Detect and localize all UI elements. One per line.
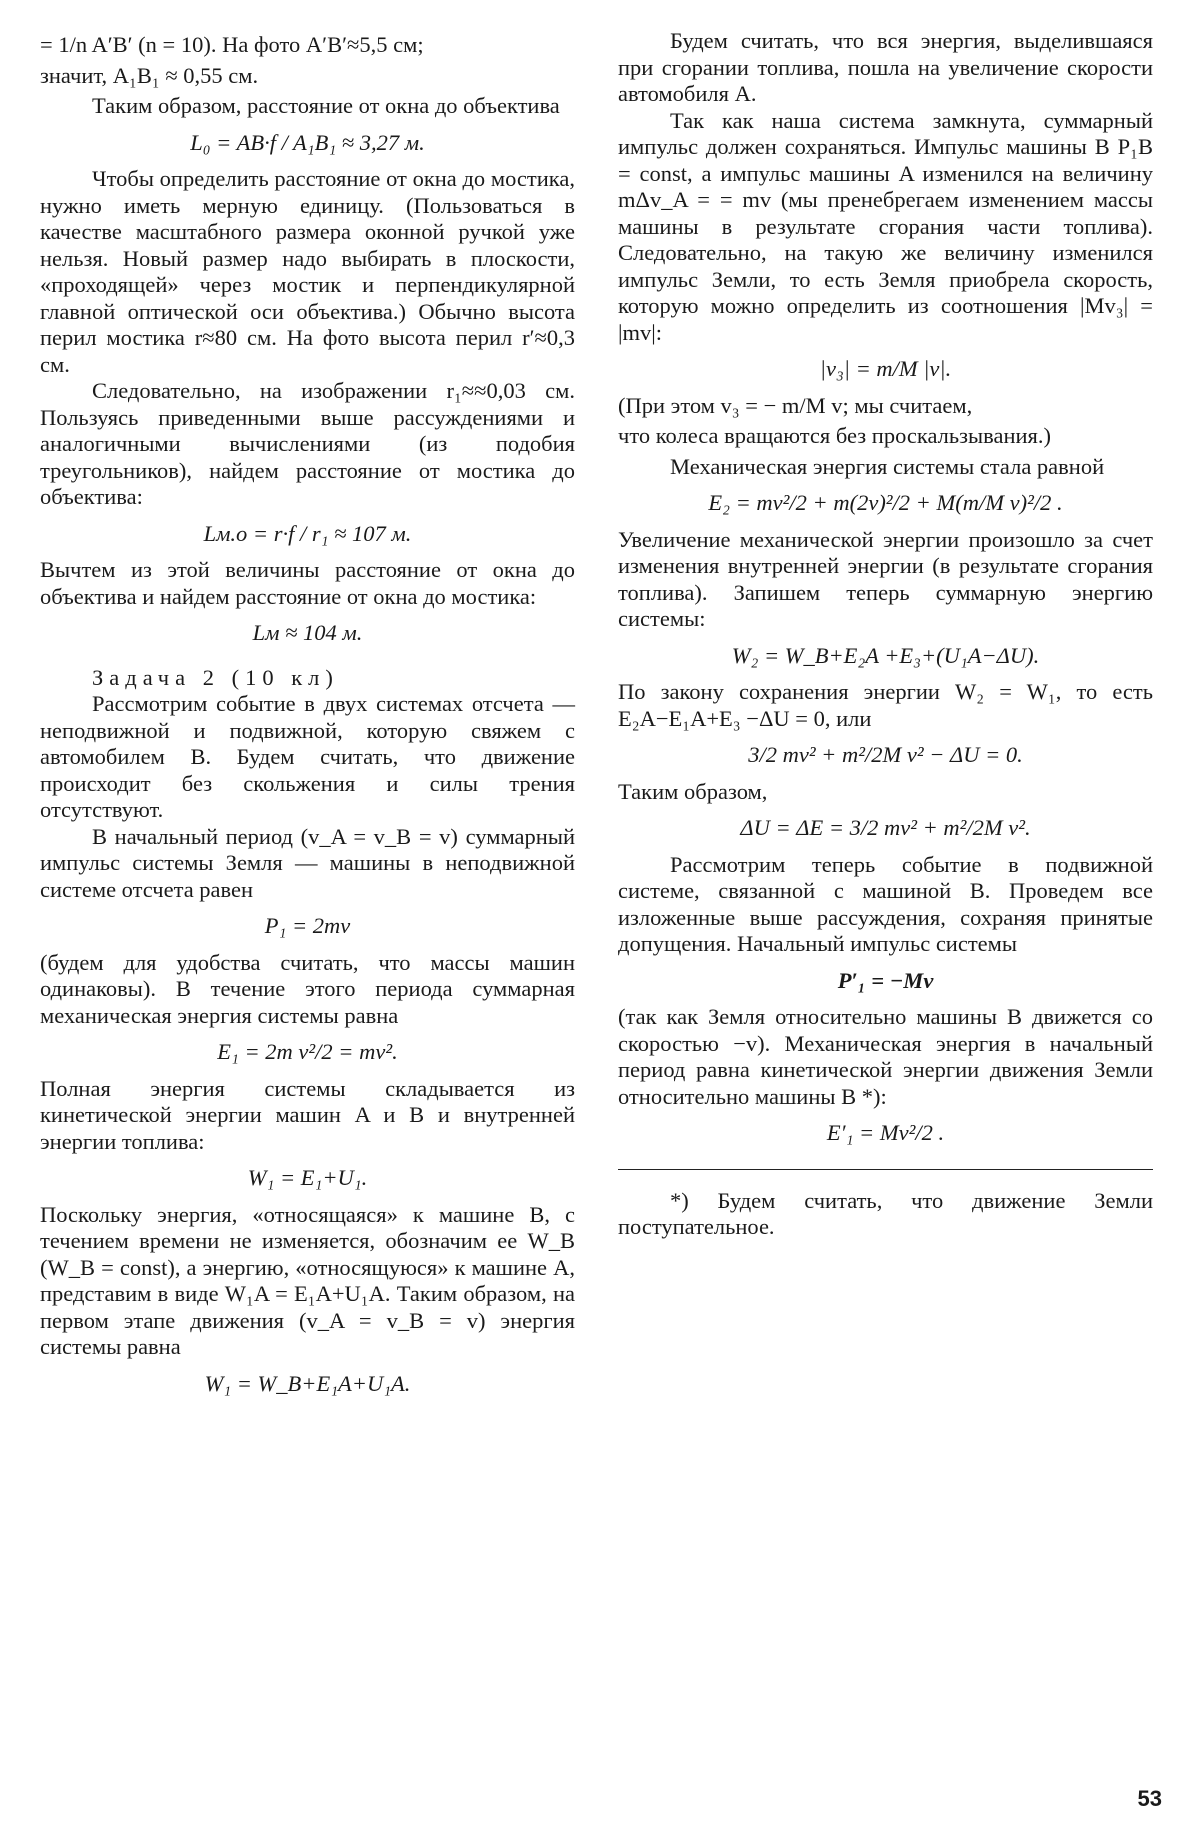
paragraph: Механическая энергия системы стала равной bbox=[670, 453, 1105, 479]
formula-E1-prime: E′₁ = Mv²/2 . bbox=[826, 1120, 945, 1145]
paragraph: (так как Земля относительно машины B движется со скоростью −v). Механическая энергия в начальный период равна кинетической энергии движения Земли относительно машины B *): bbox=[618, 1004, 1153, 1109]
paragraph: Таким образом, расстояние от окна до объектива bbox=[92, 93, 560, 118]
paragraph: Рассмотрим событие в двух системах отсчета — неподвижной и подвижной, которую свяжем с автомобилем B. Будем считать, что движение происходит без скольжения и силы трения отсутствуют. bbox=[40, 691, 575, 822]
paragraph: Полная энергия системы складывается из кинетической энергии машин A и B и внутренней энергии топлива: bbox=[40, 1075, 575, 1154]
paragraph: (будем для удобства считать, что массы машин одинаковы). В течение этого периода суммарная механическая энергия системы равна bbox=[40, 949, 575, 1028]
text-line: (При этом v₃ = − m/M v; мы считаем, bbox=[618, 392, 973, 418]
paragraph: Вычтем из этой величины расстояние от окна до объектива и найдем расстояние от окна до мостика: bbox=[40, 557, 575, 609]
formula-v3-abs: |v₃| = m/M |v|. bbox=[819, 356, 952, 381]
formula-E2: E₂ = mv²/2 + m(2v)²/2 + M(m/M v)²/2 . bbox=[708, 490, 1063, 515]
paragraph: Поскольку энергия, «относящаяся» к машине B, с течением времени не изменяется, обозначим ее W_B (W_B = const), а энергию, «относящуюся» к машине A, представим в виде W₁A = E₁A+U₁A. Таким образом, на первом этапе движения (v_A = v_B = v) энергия системы равна bbox=[40, 1201, 575, 1359]
text-line: значит, A₁B₁ ≈ 0,55 см. bbox=[40, 62, 259, 88]
formula-Lmo: Lм.о = r·f / r₁ ≈ 107 м. bbox=[203, 520, 412, 546]
formula-W1-expanded: W₁ = W_B+E₁A+U₁A. bbox=[204, 1370, 411, 1396]
formula-dU: ΔU = ΔE = 3/2 mv² + m²/2M v². bbox=[740, 815, 1031, 840]
left-column bbox=[40, 28, 575, 1407]
paragraph: Так как наша система замкнута, суммарный импульс должен сохраняться. Импульс машины B P₁B = const, а импульс машины A изменился на величину mΔv_A = = mv (мы пренебрегаем изменением массы машины в результате сгорания части топлива). Следовательно, на такую же величину изменился импульс Земли, то есть Земля приобрела скорость, которую можно определить из соотношения |Mv₃| = |mv|: bbox=[618, 107, 1153, 345]
paragraph: Рассмотрим теперь событие в подвижной системе, связанной с машиной B. Проведем все изложенные выше рассуждения, сохраняя принятые допущения. Начальный импульс системы bbox=[618, 851, 1153, 956]
text-line: что колеса вращаются без проскальзывания.) bbox=[618, 423, 1052, 448]
formula-energy-eq: 3/2 mv² + m²/2M v² − ΔU = 0. bbox=[748, 742, 1023, 767]
right-column bbox=[618, 28, 1153, 1241]
formula-W2: W₂ = W_B+E₂A +E₃+(U₁A−ΔU). bbox=[731, 642, 1040, 668]
paragraph: Будем считать, что вся энергия, выделившаяся при сгорании топлива, пошла на увеличение скорости автомобиля A. bbox=[618, 28, 1153, 106]
text-line: Таким образом, bbox=[618, 778, 768, 804]
formula-Lm: Lм ≈ 104 м. bbox=[252, 620, 363, 645]
paragraph: По закону сохранения энергии W₂ = W₁, то есть E₂A−E₁A+E₃ −ΔU = 0, или bbox=[618, 679, 1153, 731]
footnote-divider bbox=[618, 1169, 1153, 1170]
paragraph: Чтобы определить расстояние от окна до мостика, нужно иметь мерную единицу. (Пользоваться в качестве масштабного размера оконной ручкой уже нельзя. Новый размер надо выбирать в плоскости, «проходящей» через мостик и перпендикулярной главной оптической оси объектива.) Обычно высота перил мостика r≈80 см. На фото высота перил r′≈0,3 см. bbox=[40, 166, 575, 377]
formula-line: = 1/n A′B′ (n = 10). На фото A′B′≈5,5 см; bbox=[40, 32, 424, 57]
formula-E1: E₁ = 2m v²/2 = mv². bbox=[217, 1039, 398, 1064]
footnote: *) Будем считать, что движение Земли поступательное. bbox=[618, 1187, 1153, 1239]
formula-P1: P₁ = 2mv bbox=[264, 913, 351, 938]
paragraph: Следовательно, на изображении r₁≈≈0,03 см. Пользуясь приведенными выше рассуждениями и аналогичными вычислениями (из подобия треугольников), найдем расстояние от мостика до объектива: bbox=[40, 378, 575, 509]
paragraph: Увеличение механической энергии произошло за счет изменения внутренней энергии (в результате сгорания топлива). Запишем теперь суммарную энергию системы: bbox=[618, 526, 1153, 631]
paragraph: В начальный период (v_A = v_B = v) суммарный импульс системы Земля — машины в неподвижной системе отсчета равен bbox=[40, 823, 575, 902]
formula-L0: L₀ = AB·f / A₁B₁ ≈ 3,27 м. bbox=[190, 129, 425, 155]
formula-W1: W₁ = E₁+U₁. bbox=[247, 1165, 368, 1190]
formula-P1-prime: P′₁ = −Mv bbox=[837, 967, 934, 993]
task-heading: Задача 2 (10 кл) bbox=[92, 664, 339, 690]
page-number: 53 bbox=[1137, 1786, 1162, 1811]
